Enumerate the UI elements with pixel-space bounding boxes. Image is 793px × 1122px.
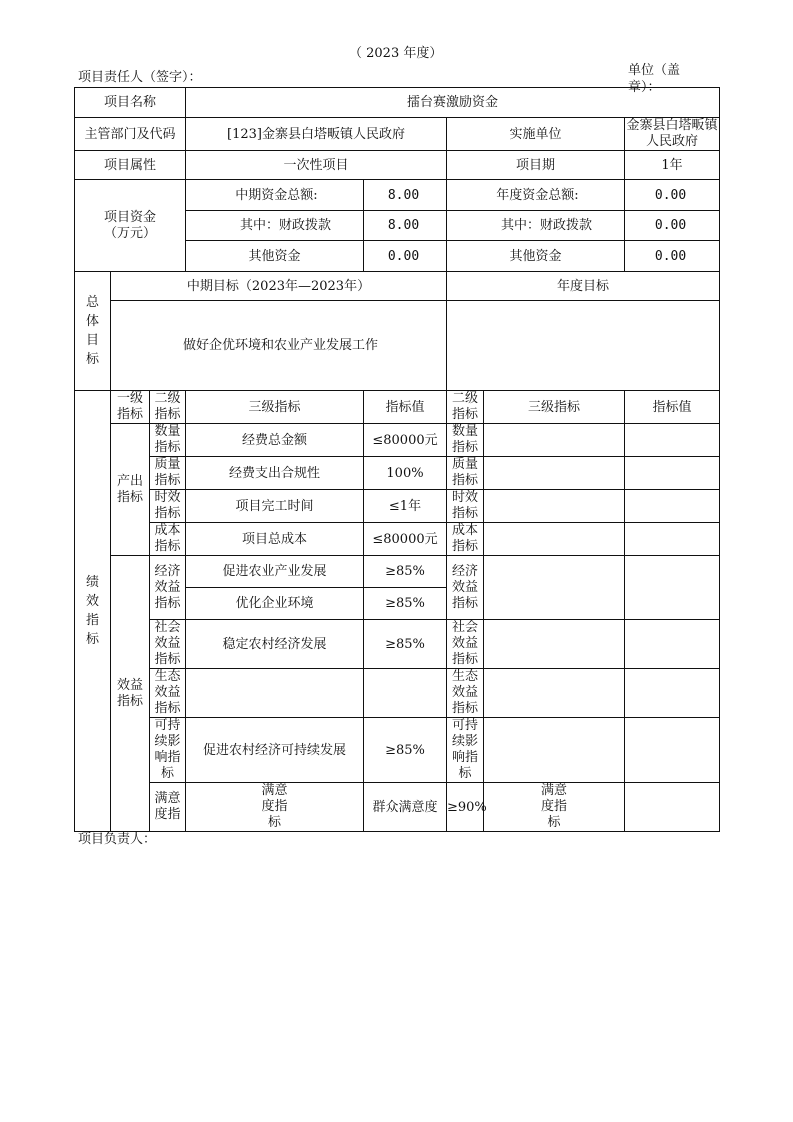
funds-label-line2: （万元） [103,225,156,241]
row-name [186,669,364,718]
perf-label-char: 绩 [85,575,99,590]
row-value: ≤80000元 [364,424,447,457]
mid-fiscal-value: 8.00 [364,211,447,241]
mid-total-label: 中期资金总额: [186,180,364,211]
year-sus-c: 响指 [451,750,478,765]
satisfaction-sub-indicator [186,783,364,832]
year-sustain-indicator [447,718,484,783]
econ-a: 经济 [154,563,181,579]
unit-stamp-label-line2: 章）： [628,80,661,95]
row-name: 项目完工时间 [186,490,364,523]
sus-a: 可持 [154,718,181,733]
year-econ-indicator [447,556,484,620]
sat2-b: 度指 [261,799,288,814]
time-indicator [150,490,186,523]
year-econ-c: 指标 [451,595,478,611]
hdr-level2-b: 指标 [154,407,181,422]
mid-fiscal-label: 其中：财政拨款 [186,211,364,241]
year-row-name [484,523,625,556]
year-qual-a: 质量 [451,457,478,472]
benefit-label-b: 指标 [116,693,143,709]
row-value: ≥85% [364,556,447,588]
impl-unit-label: 实施单位 [447,118,625,151]
year-satisfaction-indicator [484,783,625,832]
sus-b: 续影 [154,734,181,749]
year-goal-text [447,301,720,391]
year-qual-indicator [447,457,484,490]
year-soc-b: 效益 [451,636,478,651]
benefit-label-a: 效益 [116,677,143,693]
year-fiscal-label: 其中：财政拨款 [447,211,625,241]
soc-a: 社会 [154,620,181,635]
year-row-value [625,620,720,669]
mid-other-label: 其他资金 [186,241,364,272]
year-row-name [484,457,625,490]
row-value: ≤1年 [364,490,447,523]
impl-unit-value [625,118,720,151]
funds-label-line1: 项目资金 [103,209,156,225]
sus-d: 标 [160,766,174,781]
year-total-label: 年度资金总额: [447,180,625,211]
time-b: 指标 [154,506,181,521]
sustain-indicator [150,718,186,783]
year-qual-b: 指标 [451,473,478,488]
period-value: 1年 [625,151,720,180]
hdr-value: 指标值 [364,391,447,424]
overall-goal-char: 总 [85,295,99,310]
eco-indicator [150,669,186,718]
qual-a: 质量 [154,457,181,472]
year-soc-c: 指标 [451,652,478,667]
qty-b: 指标 [154,440,181,455]
output-indicator-label [111,424,150,556]
year-row-value [625,718,720,783]
hdr-level3: 三级指标 [186,391,364,424]
mid-total-value: 8.00 [364,180,447,211]
satisf-label-b: 度指 [154,807,181,822]
year-goal-header: 年度目标 [447,272,720,301]
hdr-year-level3: 三级指标 [484,391,625,424]
econ-b: 效益 [154,579,181,595]
year-other-label: 其他资金 [447,241,625,272]
mid-other-value: 0.00 [364,241,447,272]
row-name: 促进农村经济可持续发展 [186,718,364,783]
hdr-year-level2-a: 二级 [451,391,478,406]
row-value [364,669,447,718]
qual-indicator [150,457,186,490]
row-value: ≥85% [364,588,447,620]
period-label: 项目期 [447,151,625,180]
perf-indicator-label [75,391,111,832]
year-time-b: 指标 [451,506,478,521]
impl-unit-value-line1: 金寨县白塔畈镇 [626,118,718,133]
funds-label [75,180,186,272]
qty-a: 数量 [154,424,181,439]
year-row-value [625,669,720,718]
performance-target-table [74,87,720,832]
row-name: 经费总金额 [186,424,364,457]
year-sus-b: 续影 [451,734,478,749]
year-time-a: 时效 [451,490,478,505]
output-label-b: 指标 [116,489,143,505]
satisfaction-indicator-label [150,783,186,832]
mid-goal-text: 做好企优环境和农业产业发展工作 [111,301,447,391]
row-value: ≤80000元 [364,523,447,556]
output-label-a: 产出 [116,473,143,489]
overall-goal-char: 体 [85,314,99,329]
responsible-label: 项目责任人（签字）： [78,70,202,85]
project-name-label: 项目名称 [75,88,186,118]
overall-goal-char: 目 [85,333,99,348]
year-row-name [484,556,625,620]
dept-label: 主管部门及代码 [75,118,186,151]
year-econ-a: 经济 [451,563,478,579]
year-row-name [484,718,625,783]
row-value: ≥90% [447,783,484,832]
hdr-level1-a: 一级 [116,391,143,406]
perf-label-char: 效 [85,594,99,609]
row-value: ≥85% [364,718,447,783]
year-cost-a: 成本 [451,523,478,538]
hdr-level2 [150,391,186,424]
row-value: 100% [364,457,447,490]
year-total-value: 0.00 [625,180,720,211]
satisf-label-a: 满意 [154,791,181,806]
year-qty-indicator [447,424,484,457]
impl-unit-value-line2: 人民政府 [646,134,699,149]
year-eco-c: 指标 [451,701,478,716]
time-a: 时效 [154,490,181,505]
row-name: 优化企业环境 [186,588,364,620]
year-cost-b: 指标 [451,539,478,554]
year-eco-a: 生态 [451,669,478,684]
year-eco-indicator [447,669,484,718]
social-indicator [150,620,186,669]
qual-b: 指标 [154,473,181,488]
row-name: 项目总成本 [186,523,364,556]
year-fiscal-value: 0.00 [625,211,720,241]
eco-b: 效益 [154,685,181,700]
year-row-name [484,669,625,718]
year-sat2-a: 满意 [540,783,567,798]
project-leader-label: 项目负责人： [78,832,157,847]
hdr-year-value: 指标值 [625,391,720,424]
sat2-c: 标 [267,815,281,830]
hdr-year-level2-b: 指标 [451,407,478,422]
perf-label-char: 标 [85,632,99,647]
year-row-name [484,490,625,523]
econ-indicator [150,556,186,620]
row-name: 促进农业产业发展 [186,556,364,588]
year-econ-b: 效益 [451,579,478,595]
dept-value: [123]金寨县白塔畈镇人民政府 [186,118,447,151]
year-qty-b: 指标 [451,440,478,455]
benefit-indicator-label [111,556,150,832]
year-sat2-b: 度指 [540,799,567,814]
overall-goal-char: 标 [85,352,99,367]
row-name: 群众满意度 [364,783,447,832]
year-sus-d: 标 [458,766,472,781]
year-row-value [625,523,720,556]
year-other-value: 0.00 [625,241,720,272]
sat2-a: 满意 [261,783,288,798]
attr-label: 项目属性 [75,151,186,180]
hdr-level1-b: 指标 [116,407,143,422]
eco-c: 指标 [154,701,181,716]
cost-a: 成本 [154,523,181,538]
row-name: 经费支出合规性 [186,457,364,490]
soc-c: 指标 [154,652,181,667]
hdr-level1 [111,391,150,424]
attr-value: 一次性项目 [186,151,447,180]
hdr-level2-a: 二级 [154,391,181,406]
year-line: （ 2023 年度） [349,46,443,61]
year-row-name [484,620,625,669]
year-row-value [625,457,720,490]
hdr-year-level2 [447,391,484,424]
year-sat2-c: 标 [547,815,561,830]
year-row-value [625,424,720,457]
unit-stamp-label-line1: 单位（盖 [628,63,681,78]
year-row-name [625,783,720,832]
year-row-value [625,556,720,620]
project-name-value: 擂台赛激励资金 [186,88,720,118]
row-value: ≥85% [364,620,447,669]
mid-goal-header: 中期目标（2023年—2023年） [111,272,447,301]
econ-c: 指标 [154,595,181,611]
year-row-name [484,424,625,457]
year-social-indicator [447,620,484,669]
year-soc-a: 社会 [451,620,478,635]
year-row-value [625,490,720,523]
year-cost-indicator [447,523,484,556]
year-sus-a: 可持 [451,718,478,733]
year-qty-a: 数量 [451,424,478,439]
soc-b: 效益 [154,636,181,651]
overall-goal-label [75,272,111,391]
row-name: 稳定农村经济发展 [186,620,364,669]
perf-label-char: 指 [85,613,99,628]
cost-indicator [150,523,186,556]
sus-c: 响指 [154,750,181,765]
qty-indicator [150,424,186,457]
eco-a: 生态 [154,669,181,684]
year-eco-b: 效益 [451,685,478,700]
year-time-indicator [447,490,484,523]
cost-b: 指标 [154,539,181,554]
